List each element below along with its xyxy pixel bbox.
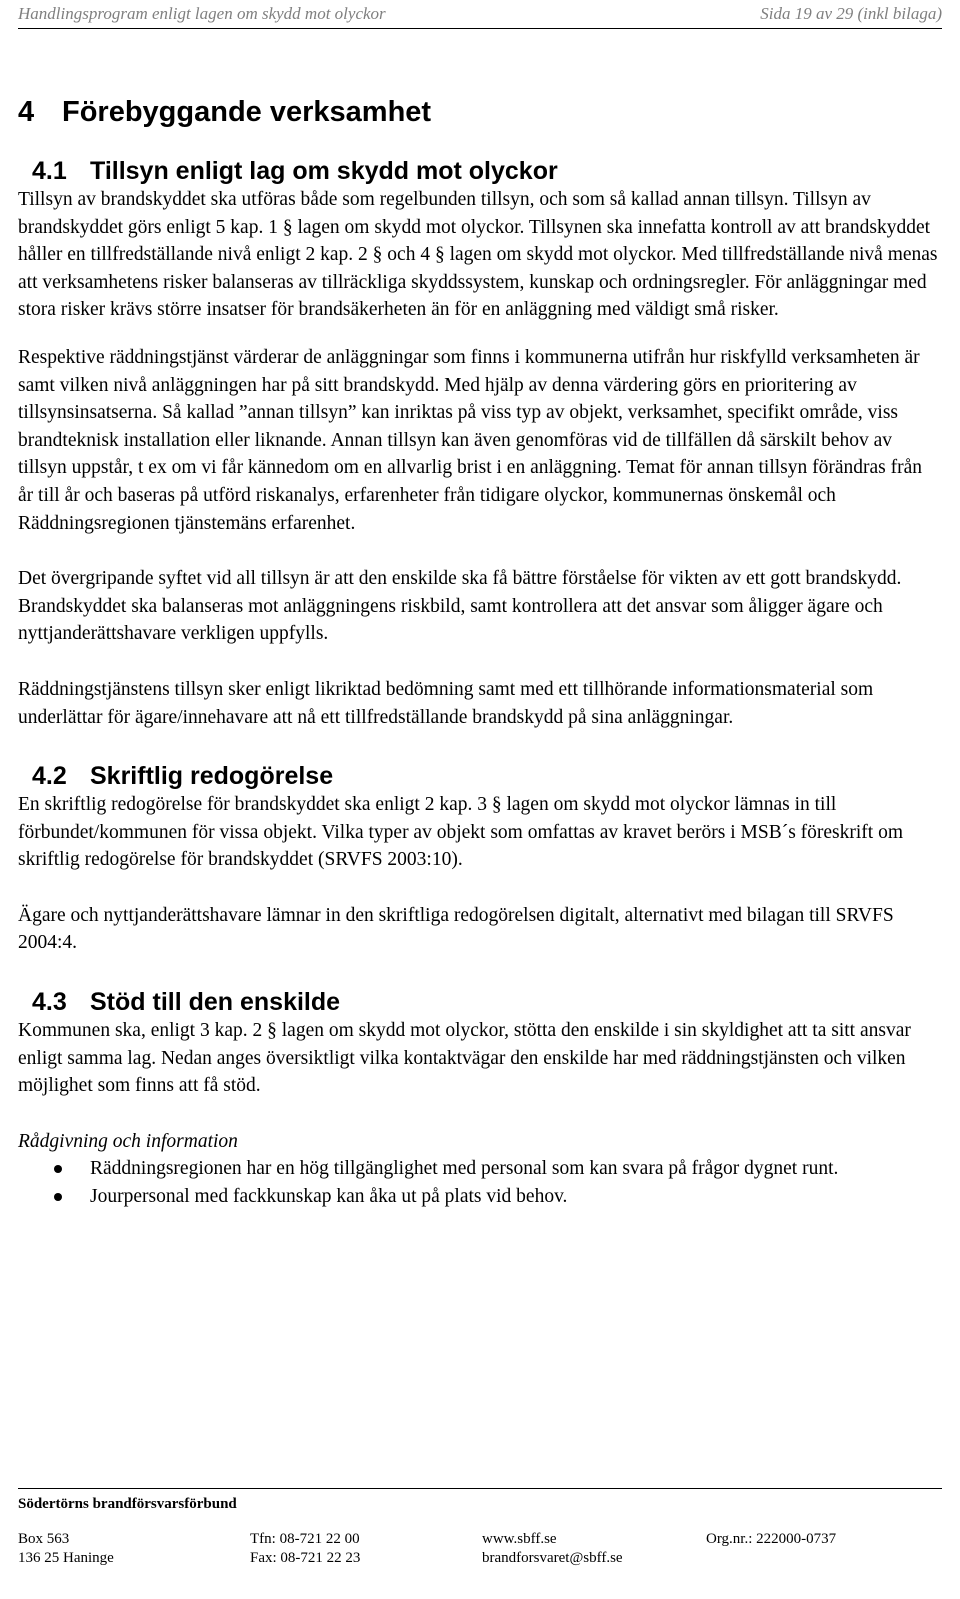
footer-orgnr: Org.nr.: 222000-0737 [706,1531,837,1547]
list-item-text: Jourpersonal med fackkunskap kan åka ut på plats vid behov. [90,1186,568,1208]
paragraph: Ägare och nyttjanderättshavare lämnar in den skriftliga redogörelsen digitalt, alternativt med bilagan till SRVFS 2004:4. [18,904,894,954]
section-heading-4-3 [18,985,942,1019]
footer-postal: 136 25 Haninge [18,1550,114,1566]
paragraph: Det övergripande syftet vid all tillsyn är att den enskilde ska få bättre förståelse för vikten av ett gott brandskydd. Brandskyddet ska balanseras mot anläggningens riskbild, samt kontrollera att det ansvar som åligger ägare och nyttjanderättshavare verkligen uppfylls. [18,568,902,645]
footer-divider [18,1488,942,1489]
footer-contact-grid [18,1530,942,1568]
footer-organization: Södertörns brandförsvarsförbund [18,1496,237,1512]
section-title: Skriftlig redogörelse [90,762,334,791]
section-number: 4 [18,96,35,128]
document-body [18,92,942,1211]
paragraph: En skriftlig redogörelse för brandskyddet ska enligt 2 kap. 3 § lagen om skydd mot olyckor lämnas in till förbundet/kommunen för vissa objekt. Vilka typer av objekt som omfattas av kravet berörs i MSB´s föreskrift om skriftlig redogörelse för brandskyddet (SRVFS 2003:10). [18,794,904,871]
header-document-title: Handlingsprogram enligt lagen om skydd mot olyckor [18,4,386,23]
paragraph: Respektive räddningstjänst värderar de anläggningar som finns i kommunerna utifrån hur riskfylld verksamheten är samt vilken nivå anläggningen har på sitt brandskydd. Med hjälp av denna värdering görs en prioritering av tillsynsinsatserna. Så kallad ”annan tillsyn” kan inriktas på viss typ av objekt, verksamhet, specifikt område, viss brandteknisk installation eller liknande. Annan tillsyn kan även genomföras vid de tillfällen då särskilt behov av tillsyn uppstår, t ex om vi får kännedom om en allvarlig brist i en anläggning. Temat för annan tillsyn förändras från år till år och baseras på utförd riskanalys, erfarenheter från tidigare olyckor, kommunernas önskemål och Räddningsregionen tjänstemäns erfarenhet. [18,346,923,534]
bullet-list [18,1155,942,1210]
section-heading-4-2 [18,759,942,793]
footer-phone: Tfn: 08-721 22 00 [250,1531,360,1547]
list-item [18,1183,942,1211]
section-number: 4.2 [32,762,67,791]
section-title: Tillsyn enligt lag om skydd mot olyckor [90,157,558,185]
section-number: 4.1 [32,157,67,185]
section-title: Stöd till den enskilde [90,988,341,1017]
bullet-icon [54,1165,62,1173]
section-title: Förebyggande verksamhet [62,96,432,128]
running-header [18,0,942,29]
section-heading-4-1 [18,154,942,188]
footer-fax: Fax: 08-721 22 23 [250,1550,361,1566]
paragraph: Räddningstjänstens tillsyn sker enligt likriktad bedömning samt med ett tillhörande informationsmaterial som underlättar för ägare/innehavare att nå ett tillfredställande brandskydd på sina anläggningar. [18,678,874,728]
paragraph: Kommunen ska, enligt 3 kap. 2 § lagen om skydd mot olyckor, stötta den enskilde i sin skyldighet att ta sitt ansvar enligt samma lag. Nedan anges översiktligt vilka kontaktvägar den enskilde har med räddningstjänsten och vilken möjlighet som finns att få stöd. [18,1020,911,1097]
footer-box: Box 563 [18,1531,70,1547]
list-item [18,1155,942,1183]
section-heading-4 [18,92,942,132]
bullet-icon [54,1193,62,1201]
page-footer [18,1488,942,1568]
footer-web: www.sbff.se [482,1531,557,1547]
footer-email: brandforsvaret@sbff.se [482,1550,623,1566]
header-page-number: Sida 19 av 29 (inkl bilaga) [760,4,942,23]
list-item-text: Räddningsregionen har en hög tillgänglighet med personal som kan svara på frågor dygnet runt. [90,1158,839,1180]
paragraph: Tillsyn av brandskyddet ska utföras både som regelbunden tillsyn, och som så kallad annan tillsyn. Tillsyn av brandskyddet görs enligt 5 kap. 1 § lagen om skydd mot olyckor. Tillsynen ska innefatta kontroll av att brandskyddet håller en tillfredställande nivå enligt 2 kap. 2 § och 4 § lagen om skydd mot olyckor. Med tillfredställande nivå menas att verksamhetens risker balanseras av tillräckliga skyddssystem, kunskap och ordningsregler. För anläggningar med stora risker krävs större insatser för brandsäkerheten än för en anläggning med väldigt små risker. [18,189,938,321]
subheading: Rådgivning och information [18,1130,238,1152]
section-number: 4.3 [32,988,67,1017]
